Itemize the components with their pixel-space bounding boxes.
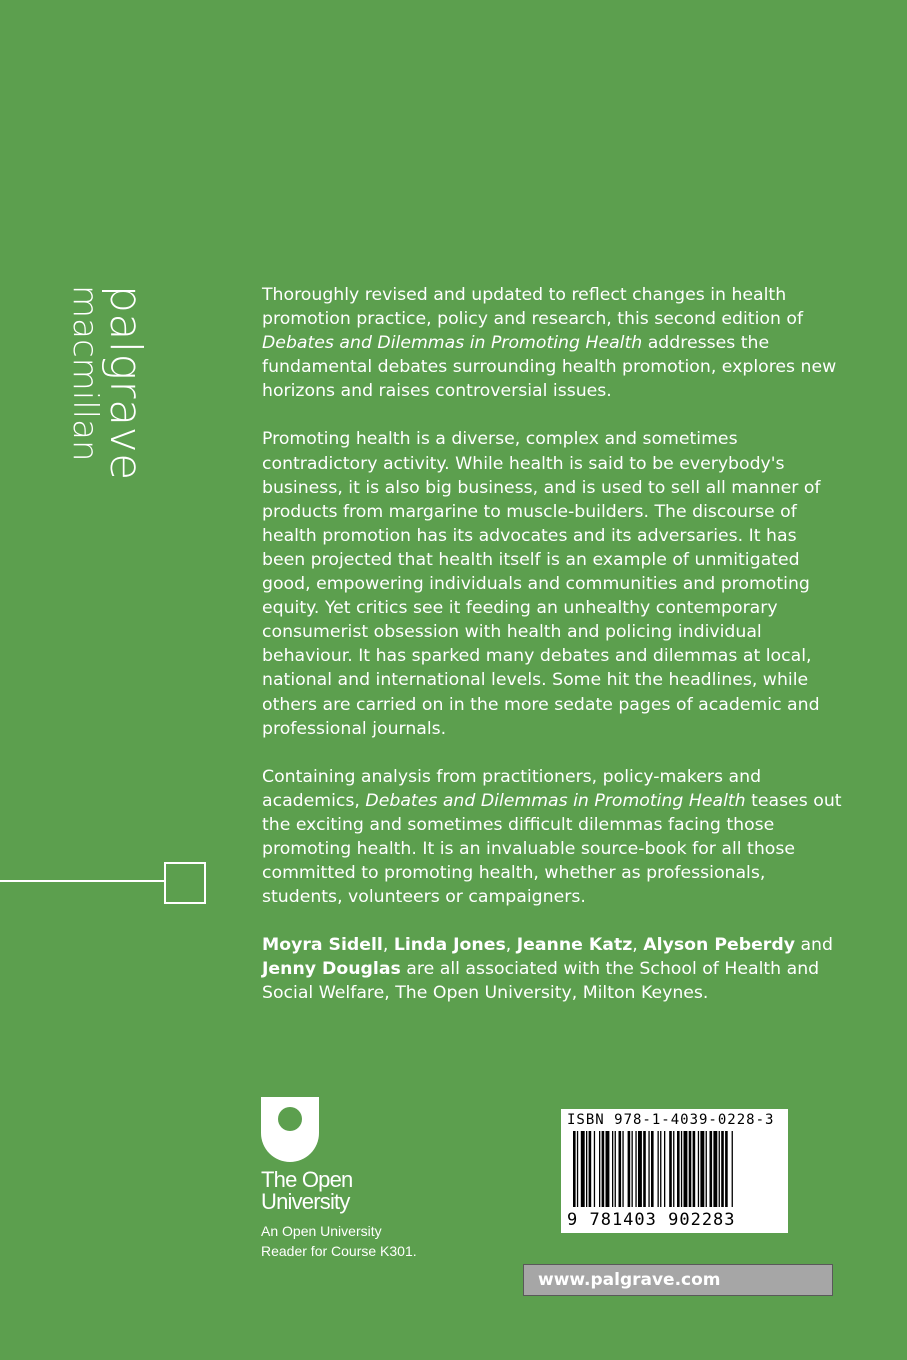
- website-url: www.palgrave.com: [538, 1270, 721, 1290]
- blurb-paragraph-1: Thoroughly revised and updated to reflect changes in health promotion practice, policy and research, this second edition of Debates and Dilemmas in Promoting Health addresses the fundamental debates surrounding health promotion, explores new horizons and raises controversial issues.: [262, 285, 837, 402]
- open-university-shield-icon: [261, 1097, 321, 1163]
- publisher-name-line1: palgrave: [100, 285, 151, 481]
- isbn-label: ISBN 978-1-4039-0228-3: [567, 1112, 775, 1128]
- author-name: Linda Jones: [393, 935, 506, 956]
- decorative-square: [164, 862, 206, 904]
- back-cover-blurb: [262, 283, 842, 1006]
- authors-paragraph: Moyra Sidell, Linda Jones, Jeanne Katz, Alyson Peberdy and Jenny Douglas are all associated with the School of Health and Social Welfare, The Open University, Milton Keynes.: [262, 935, 833, 1004]
- isbn-barcode: [561, 1109, 788, 1233]
- blurb-paragraph-3: Containing analysis from practitioners, policy-makers and academics, Debates and Dilemmas in Promoting Health teases out the exciting and sometimes difficult dilemmas facing those promoting health. It is an invaluable source-book for all those committed to promoting health, whether as professionals, students, volunteers or campaigners.: [262, 766, 842, 908]
- open-university-name: The Open University: [261, 1167, 353, 1214]
- decorative-rule: [0, 880, 164, 882]
- author-name: Alyson Peberdy: [643, 935, 795, 956]
- open-university-logo: [261, 1097, 461, 1261]
- book-title-italic: Debates and Dilemmas in Promoting Health: [365, 790, 746, 811]
- blurb-paragraph-2: Promoting health is a diverse, complex and sometimes contradictory activity. While health is said to be everybody's business, it is also big business, and is used to sell all manner of products from margarine to muscle-builders. The discourse of health promotion has its advocates and its adversaries. It has been projected that health itself is an example of unmitigated good, empowering individuals and communities and promoting equity. Yet critics see it feeding an unhealthy contemporary consumerist obsession with health and policing individual behaviour. It has sparked many debates and dilemmas at local, national and international levels. Some hit the headlines, while others are carried on in the more sedate pages of academic and professional journals.: [262, 429, 821, 739]
- book-title-italic: Debates and Dilemmas in Promoting Health: [262, 333, 643, 354]
- barcode-bars: [565, 1131, 783, 1211]
- publisher-name-line2: macmillan: [65, 285, 105, 462]
- author-name: Jeanne Katz: [516, 935, 633, 956]
- publisher-logo: [58, 285, 151, 485]
- author-name: Moyra Sidell: [262, 935, 383, 956]
- isbn-digits: 9 781403 902283: [567, 1210, 736, 1230]
- website-bar: [523, 1264, 833, 1296]
- course-reader-note: An Open University Reader for Course K301.: [261, 1223, 417, 1259]
- author-name: Jenny Douglas: [262, 959, 401, 980]
